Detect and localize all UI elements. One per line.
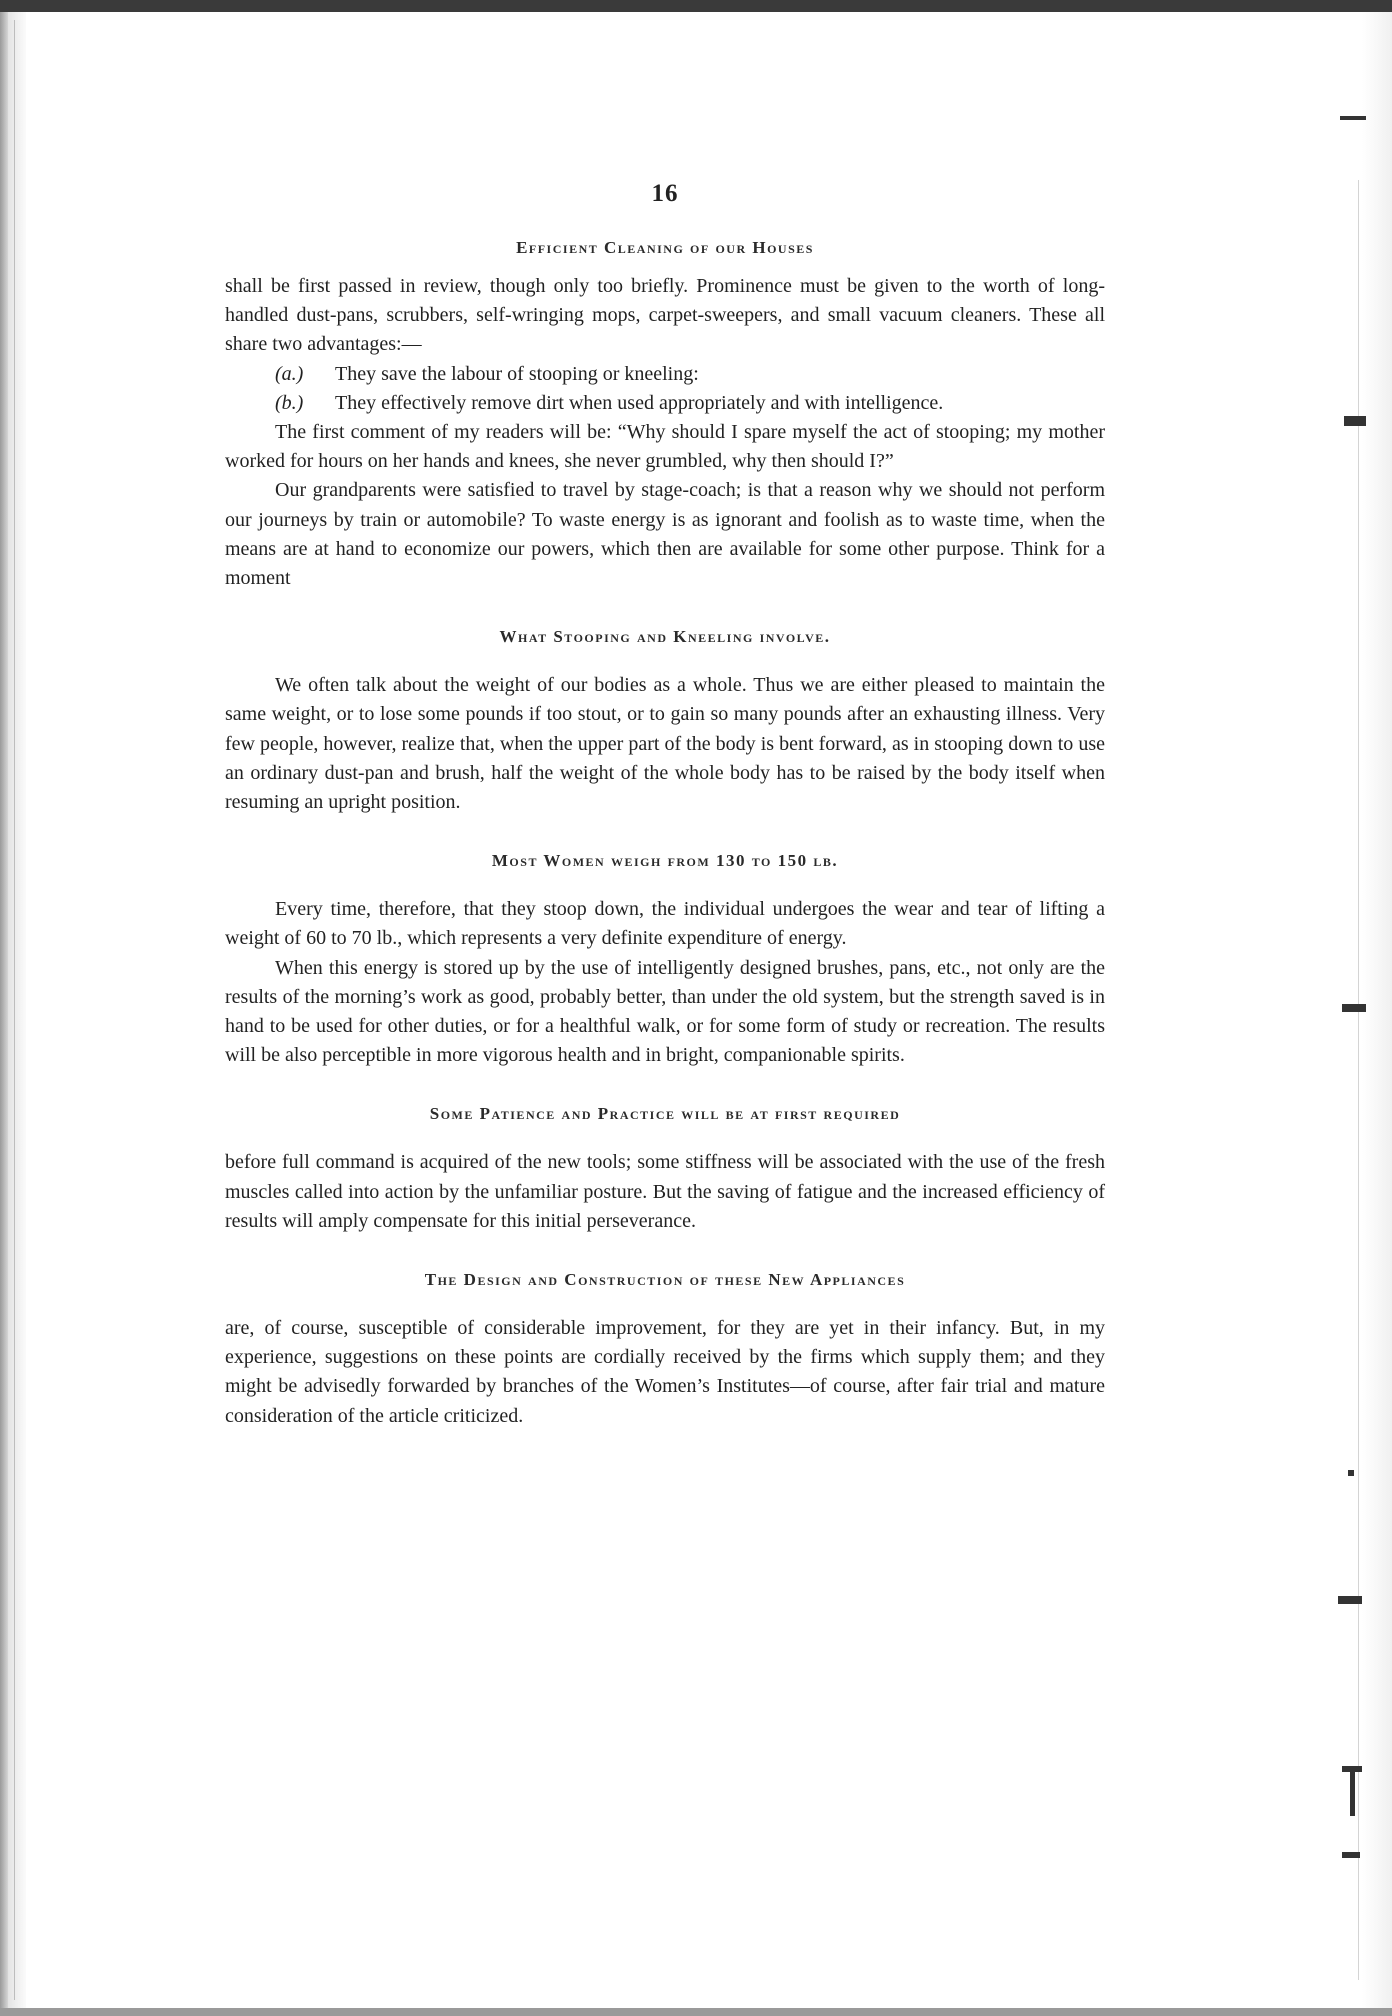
scan-mark bbox=[1340, 116, 1366, 120]
scan-mark bbox=[1348, 1470, 1354, 1476]
paragraph: Every time, therefore, that they stoop down, the individual undergoes the wear and tear of lifting a weight of 60 to 70 lb., which represents a very definite expenditure of energy. bbox=[225, 898, 1105, 950]
scan-mark bbox=[1342, 1004, 1366, 1012]
heading-stooping-kneeling: What Stooping and Kneeling involve. bbox=[499, 627, 831, 647]
list-item bbox=[225, 389, 1105, 418]
heading-women-weigh: Most Women weigh from 130 to 150 lb. bbox=[491, 851, 839, 871]
scan-mark bbox=[1344, 416, 1366, 426]
paragraph: The first comment of my readers will be: “Why should I spare myself the act of stooping; my mother worked for hours on her hands and knees, she never grumbled, why then should I?” bbox=[225, 421, 1105, 473]
scan-right-rule bbox=[1358, 180, 1359, 1980]
paragraph: are, of course, susceptible of considerable improvement, for they are yet in their infancy. But, in my experience, suggestions on these points are cordially received by the firms which supply them; and they might be advisedly forwarded by branches of the Women’s Institutes—of course, after fair trial and mature consideration of the article criticized. bbox=[225, 1317, 1105, 1427]
paragraph: When this energy is stored up by the use of intelligently designed brushes, pans, etc., not only are the results of the morning’s work as good, probably better, than under the old system, but the strength saved is in hand to be used for other duties, or for a healthful walk, or for some form of study or recreation. The results will be also perceptible in more vigorous health and in bright, companionable spirits. bbox=[225, 956, 1105, 1067]
scan-bottom-edge bbox=[0, 2008, 1392, 2016]
heading-patience-practice: Some Patience and Practice will be at first required bbox=[429, 1104, 901, 1124]
list-label: (b.) bbox=[275, 391, 304, 414]
paragraph: before full command is acquired of the new tools; some stiffness will be associated with the use of the fresh muscles called into action by the unfamiliar posture. But the saving of fatigue and the increased efficiency of results will amply compensate for this initial perseverance. bbox=[225, 1151, 1105, 1232]
heading-efficient-cleaning: Efficient Cleaning of our Houses bbox=[516, 238, 814, 257]
paragraph: Our grandparents were satisfied to travel by stage-coach; is that a reason why we should not perform our journeys by train or automobile? To waste energy is as ignorant and foolish as to waste time, when the means are at hand to economize our powers, which then are available for some other purpose. Think for a moment bbox=[225, 479, 1105, 590]
paragraph: shall be first passed in review, though only too briefly. Prominence must be given to the worth of long-handled dust-pans, scrubbers, self-wringing mops, carpet-sweepers, and small vacuum cleaners. These all share two advantages:— bbox=[225, 275, 1105, 356]
scan-mark bbox=[1350, 1766, 1355, 1816]
paragraph: We often talk about the weight of our bodies as a whole. Thus we are either pleased to maintain the same weight, or to lose some pounds if too stout, or to gain so many pounds after an exhausting illness. Very few people, however, realize that, when the upper part of the body is bent forward, as in stooping down to use an ordinary dust-pan and brush, half the weight of the whole body has to be raised by the body itself when resuming an upright position. bbox=[225, 674, 1105, 814]
scan-mark bbox=[1342, 1852, 1360, 1858]
list-text: They save the labour of stooping or kneeling: bbox=[335, 362, 699, 385]
list-label: (a.) bbox=[275, 362, 304, 385]
scan-left-line bbox=[14, 20, 15, 2000]
scan-mark bbox=[1338, 1596, 1362, 1604]
scan-right-shade bbox=[1362, 12, 1392, 2016]
list-text: They effectively remove dirt when used appropriately and with intelligence. bbox=[335, 391, 944, 414]
scan-left-shadow bbox=[8, 12, 26, 2016]
list-item bbox=[225, 360, 1105, 389]
page-number: 16 bbox=[651, 180, 679, 207]
scan-left-edge bbox=[0, 12, 8, 2016]
page-content bbox=[225, 180, 1105, 1431]
heading-design-construction: The Design and Construction of these New Appliances bbox=[424, 1270, 906, 1290]
scan-top-edge bbox=[0, 0, 1392, 12]
